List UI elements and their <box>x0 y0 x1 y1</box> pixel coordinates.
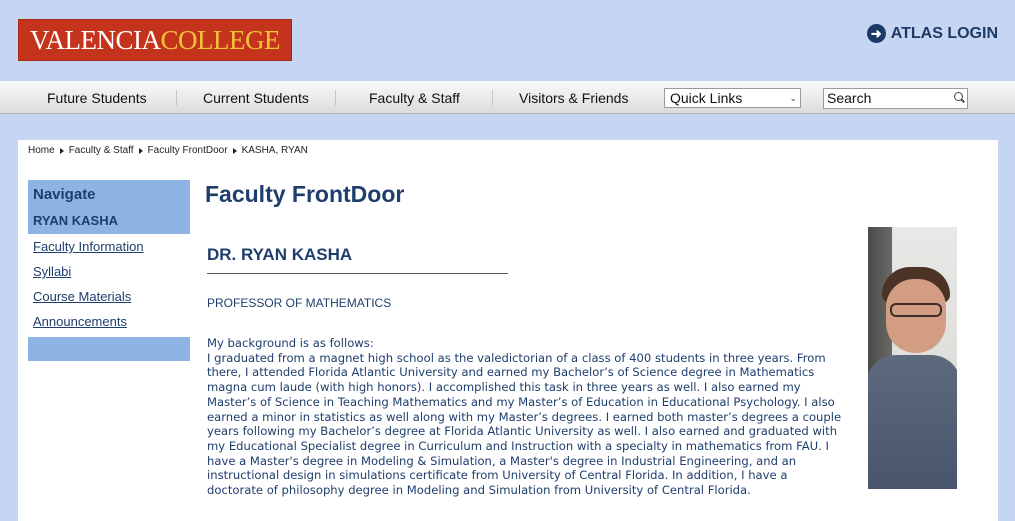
nav-separator <box>335 90 336 106</box>
nav-future-students[interactable]: Future Students <box>47 89 147 106</box>
breadcrumb-arrow-icon <box>60 148 64 154</box>
nav-current-students[interactable]: Current Students <box>203 89 309 106</box>
search-placeholder: Search <box>827 90 872 106</box>
faculty-position: PROFESSOR OF MATHEMATICS <box>207 296 392 310</box>
breadcrumb-arrow-icon <box>139 148 143 154</box>
sidebar-nav <box>28 180 190 361</box>
atlas-login-label: ATLAS LOGIN <box>890 24 998 42</box>
chevron-down-icon: ⌄ <box>789 93 797 103</box>
quick-links-select[interactable] <box>664 88 801 108</box>
logo-text-valencia: VALENCIA <box>30 24 161 55</box>
page-title: Faculty FrontDoor <box>205 181 405 207</box>
nav-separator <box>176 90 177 106</box>
logo-text-college: COLLEGE <box>160 24 280 55</box>
bio-text: I graduated from a magnet high school as the valedictorian of a class of 400 students in three years. From there, I attended Florida Atlantic University and earned my Bachelor’s of Science degree in Mathematics magna cum laude (with high honors). I accomplished this task in three years as well. I also earned my Master’s of Science in Teaching Mathematics and my Master’s of Education in Educational Psychology. I also earned a minor in statistics as well along with my Master’s degrees. I earned both master’s degrees a couple years following my Bachelor’s degree at Florida Atlantic University as well. I also earned and graduated with my Educational Specialist degree in Curriculum and Instruction with a specialty in mathematics from FAU. I have a Master's degree in Modeling & Simulation, a Master's degree in Industrial Engineering, and an instructional design in simulations certificate from University of Central Florida. In addition, I have a doctorate of philosophy degree in Modeling and Simulation from University of Central Florida. <box>207 350 842 498</box>
valencia-college-logo[interactable] <box>18 19 292 61</box>
breadcrumb-home[interactable]: Home <box>28 145 55 156</box>
sidebar-faculty-name: RYAN KASHA <box>28 208 190 234</box>
breadcrumb-faculty-frontdoor[interactable]: Faculty FrontDoor <box>147 145 228 156</box>
nav-separator <box>492 90 493 106</box>
quick-links-label: Quick Links <box>670 90 743 106</box>
breadcrumb <box>28 145 308 156</box>
faculty-photo <box>868 227 957 489</box>
sidebar-link-course-materials[interactable]: Course Materials <box>33 289 132 304</box>
breadcrumb-current: KASHA, RYAN <box>241 145 308 156</box>
sidebar-link-faculty-information[interactable]: Faculty Information <box>33 239 144 254</box>
photo-glasses <box>890 303 942 317</box>
sidebar-heading: Navigate <box>28 180 190 208</box>
breadcrumb-arrow-icon <box>233 148 237 154</box>
breadcrumb-faculty-staff[interactable]: Faculty & Staff <box>68 145 134 156</box>
sidebar-footer-bar <box>28 337 190 361</box>
nav-faculty-staff[interactable]: Faculty & Staff <box>369 89 460 106</box>
heading-divider <box>207 273 508 274</box>
photo-shirt <box>868 355 957 489</box>
bio-intro: My background is as follows: <box>207 336 374 350</box>
faculty-name-heading: DR. RYAN KASHA <box>207 245 353 264</box>
faculty-bio <box>207 336 847 498</box>
sidebar-link-announcements[interactable]: Announcements <box>33 314 127 329</box>
arrow-circle-right-icon: ➜ <box>867 24 886 43</box>
nav-visitors-friends[interactable]: Visitors & Friends <box>519 89 629 106</box>
atlas-login-link[interactable] <box>867 24 998 43</box>
search-input[interactable] <box>823 88 968 109</box>
search-icon[interactable] <box>954 92 963 101</box>
sidebar-link-syllabi[interactable]: Syllabi <box>33 264 72 279</box>
